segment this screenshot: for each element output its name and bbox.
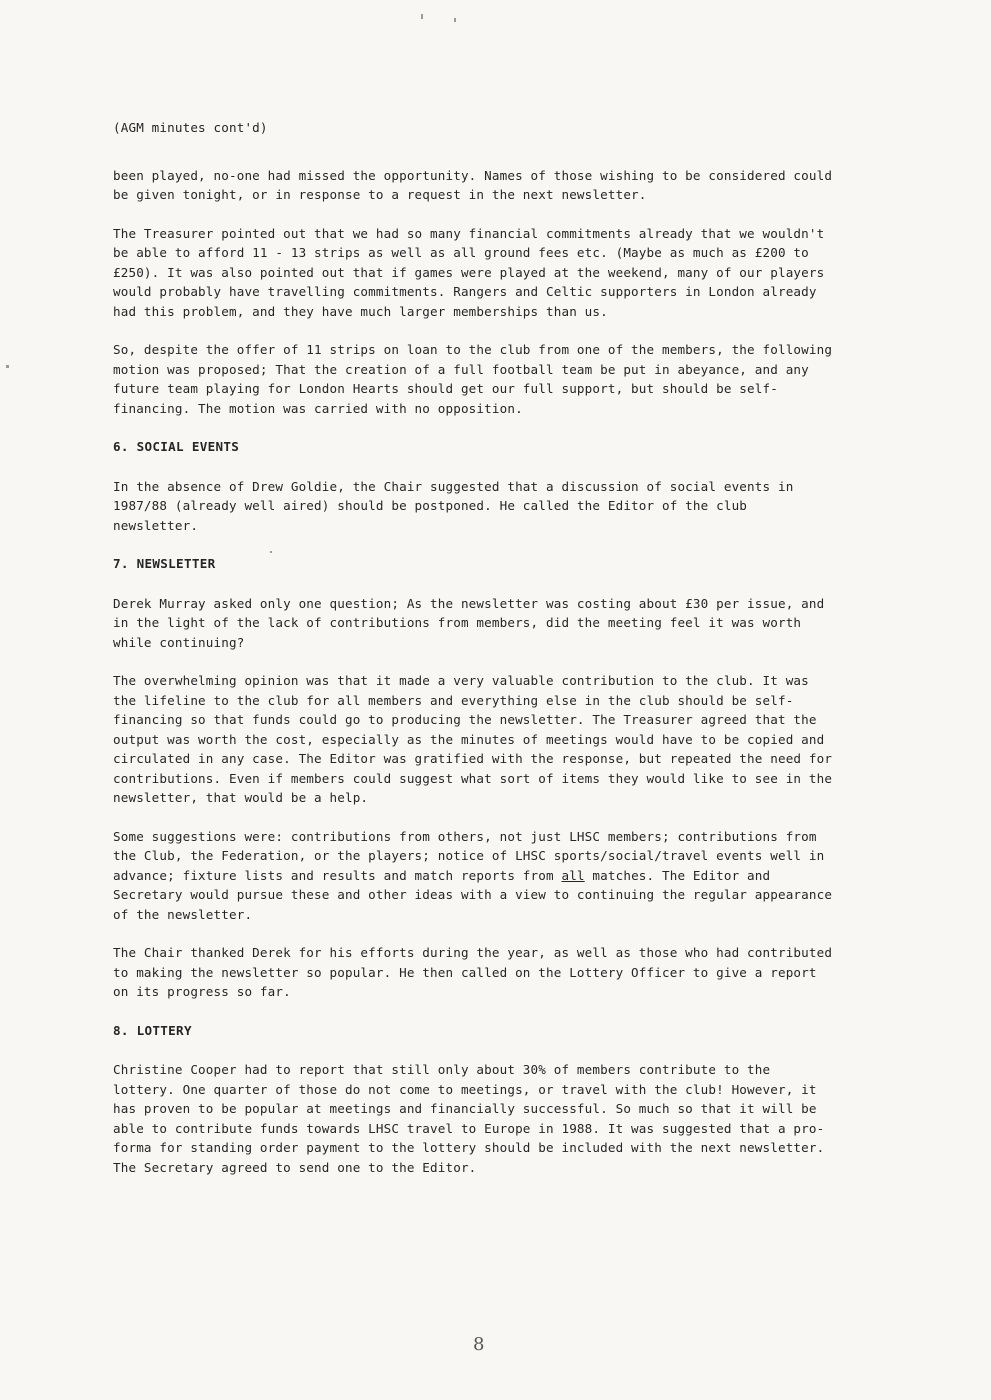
scan-speck (421, 14, 423, 19)
newsletter-paragraph-1: Derek Murray asked only one question; As the newsletter was costing about £30 per issue, and in the light of the lack of contributions from members, did the meeting feel it was worth while continuing? (113, 595, 825, 650)
suggestions-text-after: matches. The Editor and Secretary would pursue these and other ideas with a view to continuing the regular appearance of the newsletter. (113, 867, 833, 922)
suggestions-underlined-word: all (561, 867, 585, 883)
intro-paragraph-3: So, despite the offer of 11 strips on loan to the club from one of the members, the following motion was proposed; That the creation of a full football team be put in abeyance, and any future team playing for London Hearts should get our full support, but should be self-financing. The motion was carried with no opposition. (113, 342, 833, 416)
continuation-note: (AGM minutes cont'd) (113, 120, 268, 135)
newsletter-paragraph-2: The overwhelming opinion was that it made a very valuable contribution to the club. It was the lifeline to the club for all members and everything else in the club should be self-financing so that funds could go to producing the newsletter. The Treasurer agreed that the output was worth the cost, especially as the minutes of meetings would have to be copied and circulated in any case. The Editor was gratified with the response, but repeated the need for contributions. Even if members could suggest what sort of items they would like to see in the newsletter, that would be a help. (113, 673, 833, 805)
minutes-body (113, 118, 835, 1196)
section-heading-newsletter: 7. NEWSLETTER (113, 556, 216, 571)
lottery-paragraph: Christine Cooper had to report that still only about 30% of members contribute to the lottery. One quarter of those do not come to meetings, or travel with the club! However, it has proven to be popular at meetings and financially successful. So much so that it will be able to contribute funds towards LHSC travel to Europe in 1988. It was suggested that a pro-forma for standing order payment to the lottery should be included with the next newsletter. The Secretary agreed to send one to the Editor. (113, 1062, 825, 1175)
intro-paragraph-1: been played, no-one had missed the opportunity. Names of those wishing to be considered could be given tonight, or in response to a request in the next newsletter. (113, 167, 833, 202)
intro-paragraph-2: The Treasurer pointed out that we had so many financial commitments already that we wouldn't be able to afford 11 - 13 strips as well as all ground fees etc. (Maybe as much as £200 to £250). It was also pointed out that if games were played at the weekend, many of our players would probably have travelling commitments. Rangers and Celtic supporters in London already had this problem, and they have much larger memberships than us. (113, 225, 825, 319)
scan-speck (6, 365, 9, 368)
newsletter-suggestions-paragraph (113, 827, 835, 925)
scan-speck (454, 18, 456, 22)
page-number: 8 (473, 1334, 485, 1355)
section-heading-lottery: 8. LOTTERY (113, 1022, 192, 1038)
social-events-paragraph: In the absence of Drew Goldie, the Chair suggested that a discussion of social events in 1987/88 (already well aired) should be postponed. He called the Editor of the club newsletter. (113, 478, 794, 533)
suggestions-text-before: Some suggestions were: contributions from others, not just LHSC members; contributions from the Club, the Federation, or the players; notice of LHSC sports/social/travel events well in advance; fixture lists and results and match reports from (113, 828, 825, 883)
newsletter-closing-paragraph: The Chair thanked Derek for his efforts during the year, as well as those who had contributed to making the newsletter so popular. He then called on the Lottery Officer to give a report on its progress so far. (113, 945, 833, 999)
section-heading-social-events: 6. SOCIAL EVENTS (113, 439, 240, 454)
